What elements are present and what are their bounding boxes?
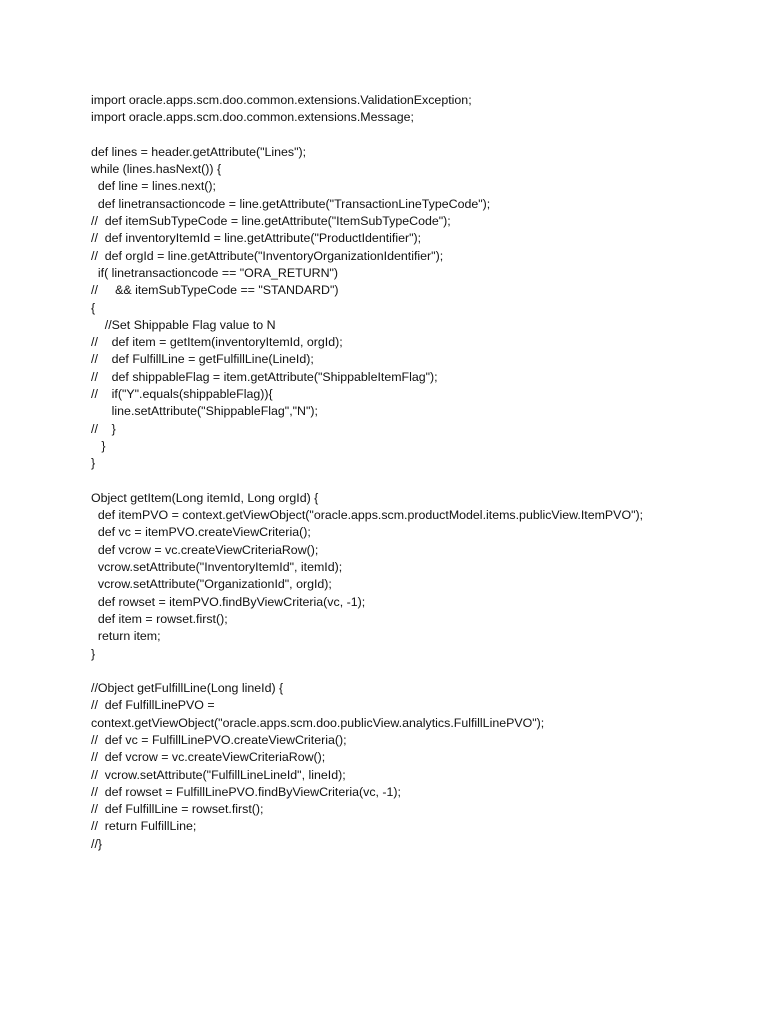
code-line: // def vcrow = vc.createViewCriteriaRow(); bbox=[91, 750, 326, 765]
code-body bbox=[91, 92, 751, 853]
blank-line bbox=[91, 473, 751, 490]
code-line: def rowset = itemPVO.findByViewCriteria(vc, -1); bbox=[91, 594, 366, 609]
code-line: // def rowset = FulfillLinePVO.findByViewCriteria(vc, -1); bbox=[91, 784, 401, 799]
code-line: line.setAttribute("ShippableFlag","N"); bbox=[91, 404, 318, 419]
code-line: // def FulfillLine = rowset.first(); bbox=[91, 802, 264, 817]
code-line: return item; bbox=[91, 629, 161, 644]
code-line: def vcrow = vc.createViewCriteriaRow(); bbox=[91, 542, 319, 557]
code-line: } bbox=[91, 646, 96, 661]
code-line: context.getViewObject("oracle.apps.scm.doo.publicView.analytics.FulfillLinePVO"); bbox=[91, 715, 545, 730]
code-line: // if("Y".equals(shippableFlag)){ bbox=[91, 387, 273, 402]
code-line: // def vc = FulfillLinePVO.createViewCriteria(); bbox=[91, 732, 347, 747]
code-line: def itemPVO = context.getViewObject("oracle.apps.scm.productModel.items.publicView.ItemPVO"); bbox=[91, 508, 644, 523]
code-line: // vcrow.setAttribute("FulfillLineLineId", lineId); bbox=[91, 767, 346, 782]
code-line: def lines = header.getAttribute("Lines"); bbox=[91, 144, 307, 159]
code-line: } bbox=[91, 438, 106, 453]
code-line: Object getItem(Long itemId, Long orgId) { bbox=[91, 490, 319, 505]
code-line: // def shippableFlag = item.getAttribute("ShippableItemFlag"); bbox=[91, 369, 438, 384]
code-line: // def orgId = line.getAttribute("InventoryOrganizationIdentifier"); bbox=[91, 248, 444, 263]
code-line: //Set Shippable Flag value to N bbox=[91, 317, 276, 332]
code-line: vcrow.setAttribute("InventoryItemId", itemId); bbox=[91, 560, 343, 575]
code-line: // def itemSubTypeCode = line.getAttribute("ItemSubTypeCode"); bbox=[91, 214, 451, 229]
code-line: //Object getFulfillLine(Long lineId) { bbox=[91, 681, 284, 696]
code-line: // def inventoryItemId = line.getAttribute("ProductIdentifier"); bbox=[91, 231, 422, 246]
code-line: def item = rowset.first(); bbox=[91, 611, 228, 626]
code-line: def line = lines.next(); bbox=[91, 179, 217, 194]
code-line: import oracle.apps.scm.doo.common.extensions.ValidationException; bbox=[91, 93, 472, 107]
code-line: if( linetransactioncode == "ORA_RETURN") bbox=[91, 265, 339, 280]
code-line: while (lines.hasNext()) { bbox=[91, 162, 222, 177]
blank-line bbox=[91, 127, 751, 144]
code-line: // def FulfillLinePVO = bbox=[91, 698, 215, 713]
code-line: } bbox=[91, 456, 96, 471]
code-line: // def item = getItem(inventoryItemId, orgId); bbox=[91, 335, 343, 350]
code-line: // def FulfillLine = getFulfillLine(LineId); bbox=[91, 352, 314, 367]
code-line: // return FulfillLine; bbox=[91, 819, 197, 834]
code-line: // } bbox=[91, 421, 116, 436]
code-line: //} bbox=[91, 836, 103, 851]
code-line: def linetransactioncode = line.getAttribute("TransactionLineTypeCode"); bbox=[91, 196, 491, 211]
blank-line bbox=[91, 663, 751, 680]
code-line: def vc = itemPVO.createViewCriteria(); bbox=[91, 525, 311, 540]
code-line: vcrow.setAttribute("OrganizationId", orgId); bbox=[91, 577, 332, 592]
code-line: { bbox=[91, 300, 96, 315]
code-line: // && itemSubTypeCode == "STANDARD") bbox=[91, 283, 339, 298]
code-line: import oracle.apps.scm.doo.common.extensions.Message; bbox=[91, 110, 414, 125]
